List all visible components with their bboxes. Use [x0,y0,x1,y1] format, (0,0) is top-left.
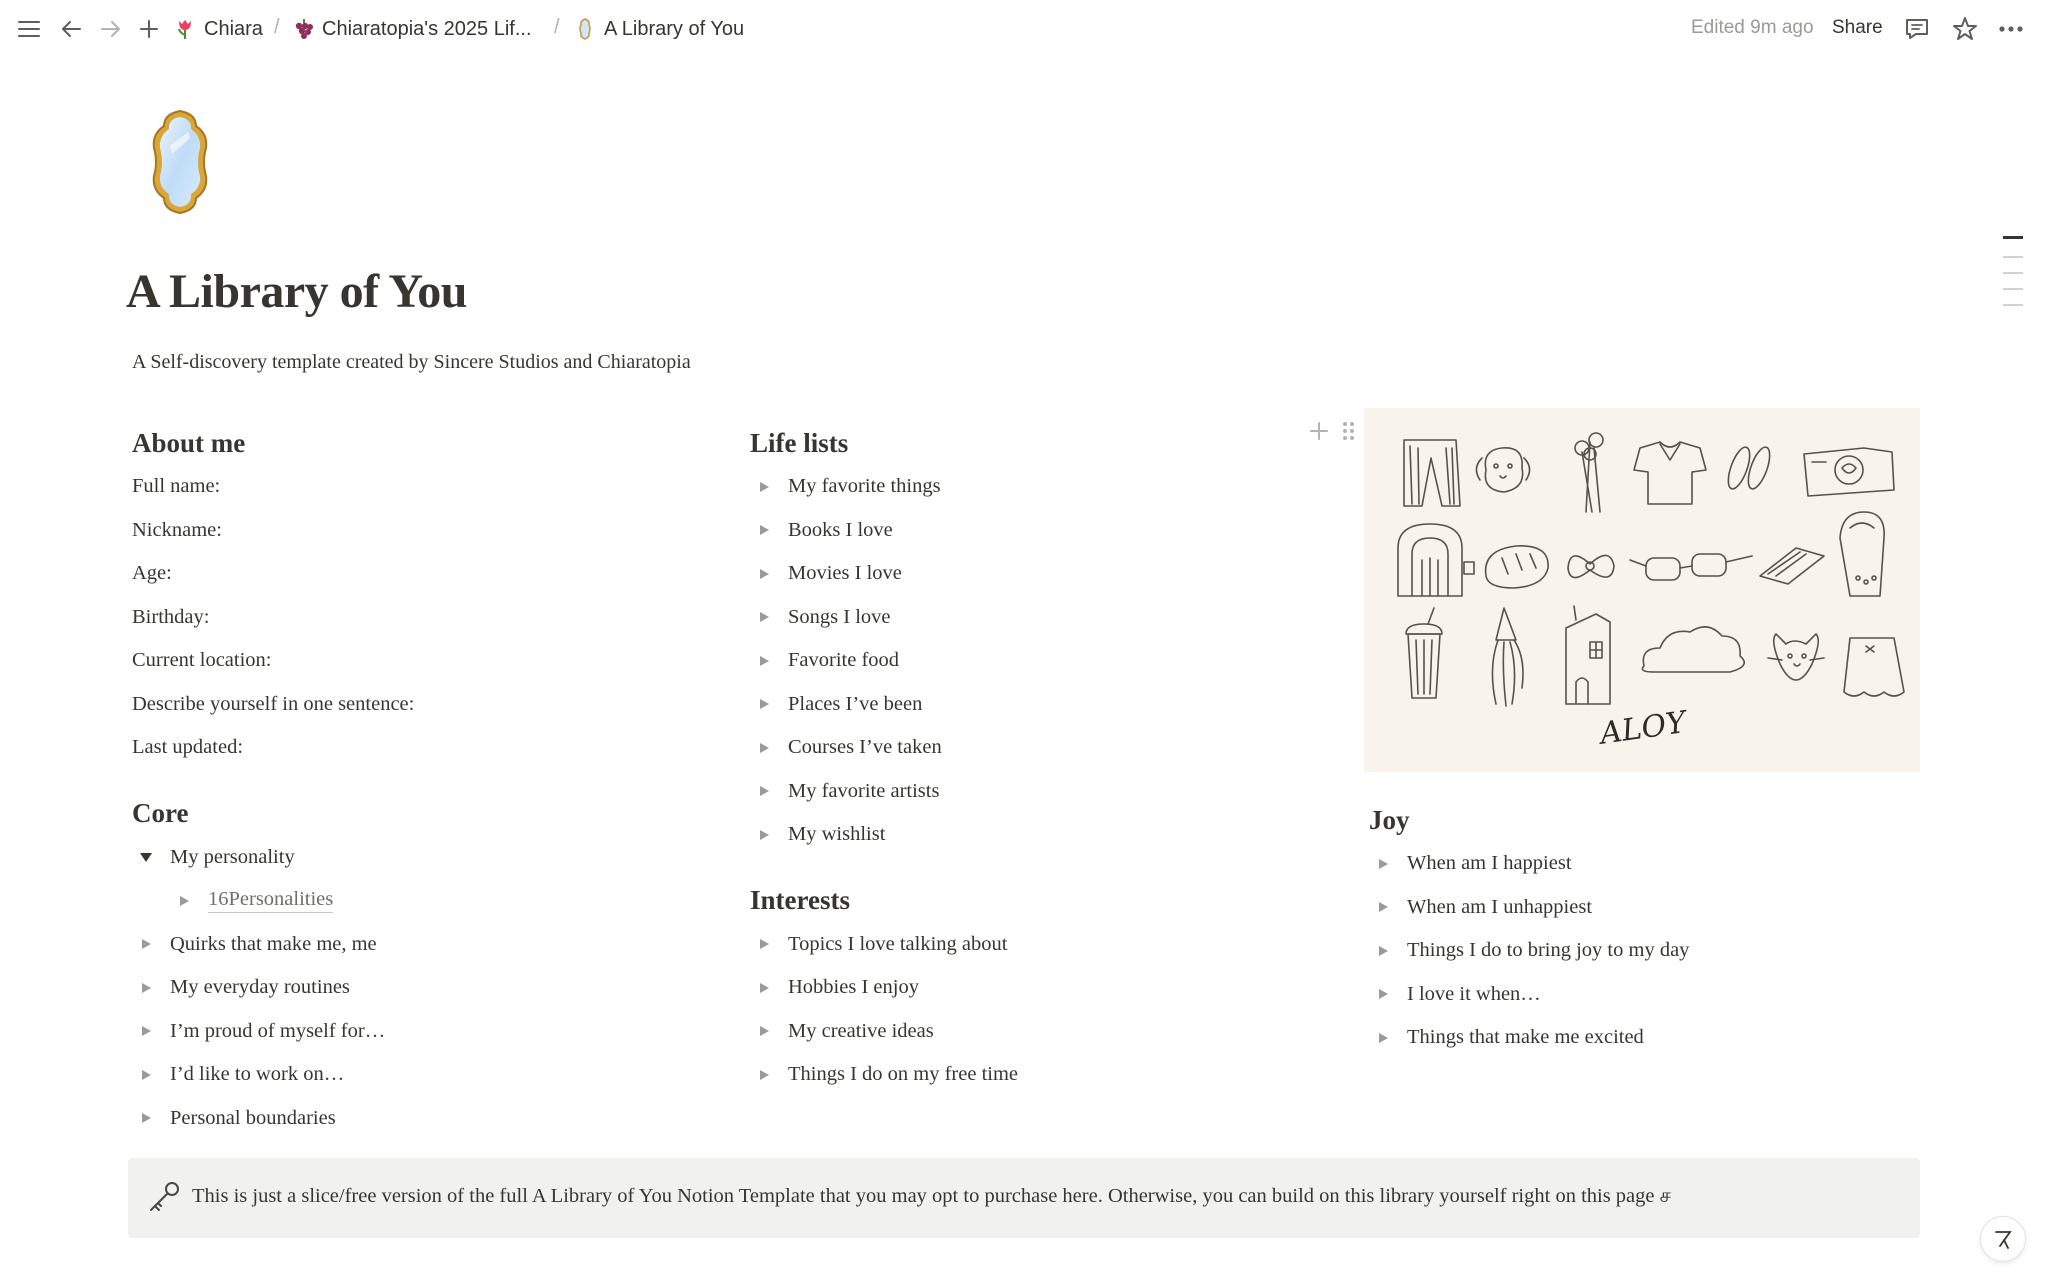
joy-heading[interactable]: Joy [1369,804,1410,835]
core-heading[interactable]: Core [132,798,189,828]
toggle-my-personality[interactable] [132,836,692,880]
toggle-label: When am I happiest [1407,852,1572,875]
toggle-label: I love it when… [1407,982,1541,1005]
image-caption: ALOY [1598,705,1689,752]
about-me-heading[interactable]: About me [132,427,246,458]
back-arrow-icon[interactable] [56,14,86,44]
toggle-life-list-item[interactable] [750,465,1310,509]
toggle-label: 16Personalities [208,888,333,913]
breadcrumb-separator: / [274,16,280,38]
toggle-collapsed-icon[interactable] [1369,945,1407,957]
toggle-quirks[interactable] [132,923,692,967]
toggle-label: Courses I’ve taken [788,736,942,759]
toggle-collapsed-icon[interactable] [750,698,788,710]
toggle-collapsed-icon[interactable] [750,1025,788,1037]
toggle-collapsed-icon[interactable] [1369,988,1407,1000]
toggle-collapsed-icon[interactable] [132,938,170,950]
toggle-label: When am I unhappiest [1407,895,1593,918]
toggle-collapsed-icon[interactable] [1369,901,1407,913]
breadcrumb-label: Chiara [204,17,263,40]
toggle-label: Places I’ve been [788,692,923,715]
toggle-label: Topics I love talking about [788,932,1008,955]
toggle-collapsed-icon[interactable] [750,524,788,536]
toggle-everyday-routines[interactable] [132,966,692,1010]
toggle-label: I’d like to work on… [170,1063,345,1086]
tulip-icon [174,18,196,40]
toggle-collapsed-icon[interactable] [132,982,170,994]
toggle-label: My favorite things [788,475,941,498]
breadcrumb-label: A Library of You [604,17,745,40]
toggle-collapsed-icon[interactable] [750,982,788,994]
toggle-life-list-item[interactable] [750,770,1310,814]
toggle-life-list-item[interactable] [750,509,1310,553]
doodle-illustration-image[interactable] [1364,408,1920,772]
field-describe-yourself[interactable]: Describe yourself in one sentence: [132,692,415,715]
toggle-life-list-item[interactable] [750,596,1310,640]
callout-body: This is just a slice/free version of the full A Library of You Notion Template that you may opt to purchase here. Otherwise, you can build on this library yourself right on this page [192,1185,1655,1207]
toggle-collapsed-icon[interactable] [132,1112,170,1124]
grapes-icon [292,18,314,40]
toggle-collapsed-icon[interactable] [170,895,208,907]
toggle-label: My personality [170,845,295,868]
toggle-joy-item[interactable] [1369,973,1929,1017]
toggle-collapsed-icon[interactable] [750,1069,788,1081]
toggle-label: Things I do to bring joy to my day [1407,939,1690,962]
toggle-interest-item[interactable] [750,966,1310,1010]
lists-interests-column [750,421,1310,1097]
field-current-location[interactable]: Current location: [132,649,272,672]
about-core-column [132,421,692,1140]
outline-mark[interactable] [2003,304,2023,306]
top-bar [0,0,2048,58]
toggle-collapsed-icon[interactable] [750,481,788,493]
toggle-collapsed-icon[interactable] [750,938,788,950]
toggle-collapsed-icon[interactable] [750,611,788,623]
mirror-icon [574,18,596,40]
sidebar-menu-icon[interactable] [14,14,44,44]
toggle-collapsed-icon[interactable] [750,655,788,667]
toggle-personal-boundaries[interactable] [132,1097,692,1141]
field-birthday[interactable]: Birthday: [132,605,210,628]
toggle-life-list-item[interactable] [750,726,1310,770]
page-subtitle[interactable]: A Self-discovery template created by Sincere Studios and Chiaratopia [132,351,691,373]
toggle-interest-item[interactable] [750,1053,1310,1097]
toggle-collapsed-icon[interactable] [1369,1032,1407,1044]
toggle-label: My wishlist [788,823,886,846]
toggle-life-list-item[interactable] [750,813,1310,857]
interests-heading[interactable]: Interests [750,885,850,915]
toggle-life-list-item[interactable] [750,683,1310,727]
outline-mark[interactable] [2003,288,2023,290]
breadcrumb-item-chiara[interactable] [174,15,263,43]
toggle-joy-item[interactable] [1369,1016,1929,1060]
toggle-life-list-item[interactable] [750,552,1310,596]
toggle-label: My favorite artists [788,779,940,802]
page-title[interactable]: A Library of You [126,265,467,318]
favorite-star-icon[interactable] [1950,14,1980,44]
toggle-joy-item[interactable] [1369,929,1929,973]
key-icon[interactable] [146,1180,182,1216]
joy-column [1369,798,1929,1060]
share-button[interactable]: Share [1832,17,1883,38]
toggle-label: Favorite food [788,649,900,672]
comment-icon[interactable] [1902,14,1932,44]
toggle-label: Quirks that make me, me [170,932,377,955]
toggle-label: My creative ideas [788,1019,934,1042]
drag-handle-icon [1343,422,1354,440]
toggle-interest-item[interactable] [750,1010,1310,1054]
toggle-label: Things that make me excited [1407,1026,1644,1049]
toggle-joy-item[interactable] [1369,886,1929,930]
toggle-label: Things I do on my free time [788,1063,1019,1086]
outline-mark[interactable] [2003,272,2023,274]
toggle-label: Songs I love [788,605,891,628]
toggle-collapsed-icon[interactable] [132,1025,170,1037]
toggle-collapsed-icon[interactable] [750,568,788,580]
toggle-collapsed-icon[interactable] [750,742,788,754]
toggle-label: I’m proud of myself for… [170,1019,386,1042]
toggle-label: Hobbies I enjoy [788,976,919,999]
breadcrumb-item-life-library[interactable] [292,15,532,43]
life-lists-heading[interactable]: Life lists [750,427,849,458]
block-handle[interactable] [1310,420,1356,442]
toggle-life-list-item[interactable] [750,639,1310,683]
breadcrumb-separator: / [554,16,560,38]
toggle-collapsed-icon[interactable] [750,829,788,841]
toggle-joy-item[interactable] [1369,842,1929,886]
toggle-expanded-icon[interactable] [132,851,170,863]
toggle-collapsed-icon[interactable] [132,1069,170,1081]
mirror-icon[interactable] [144,108,216,216]
outline-mark[interactable] [2003,256,2023,258]
breadcrumb-label: Chiaratopia's 2025 Lif... [322,17,532,40]
breadcrumb-item-current-page[interactable] [574,15,744,43]
toggle-label: Movies I love [788,562,902,585]
field-nickname[interactable]: Nickname: [132,518,222,541]
callout-block[interactable] [128,1158,1920,1238]
callout-end-glyph: ச [1659,1185,1671,1207]
toggle-collapsed-icon[interactable] [750,785,788,797]
more-options-icon[interactable] [1996,14,2026,44]
forward-arrow-icon[interactable] [96,14,126,44]
ai-face-icon [1990,1226,2016,1252]
toggle-label: Personal boundaries [170,1106,336,1129]
notion-ai-help-button[interactable] [1980,1216,2026,1262]
toggle-interest-item[interactable] [750,923,1310,967]
toggle-16personalities[interactable] [132,879,692,923]
callout-text [192,1185,1671,1210]
toggle-work-on[interactable] [132,1053,692,1097]
new-page-plus-icon[interactable] [134,14,164,44]
field-last-updated[interactable]: Last updated: [132,736,244,759]
toggle-label: My everyday routines [170,976,350,999]
last-edited-text: Edited 9m ago [1691,17,1814,38]
outline-mark-active[interactable] [2003,236,2023,239]
toggle-collapsed-icon[interactable] [1369,858,1407,870]
field-age[interactable]: Age: [132,562,172,585]
field-full-name[interactable]: Full name: [132,475,221,498]
toggle-label: Books I love [788,518,893,541]
toggle-proud-of-myself[interactable] [132,1010,692,1054]
